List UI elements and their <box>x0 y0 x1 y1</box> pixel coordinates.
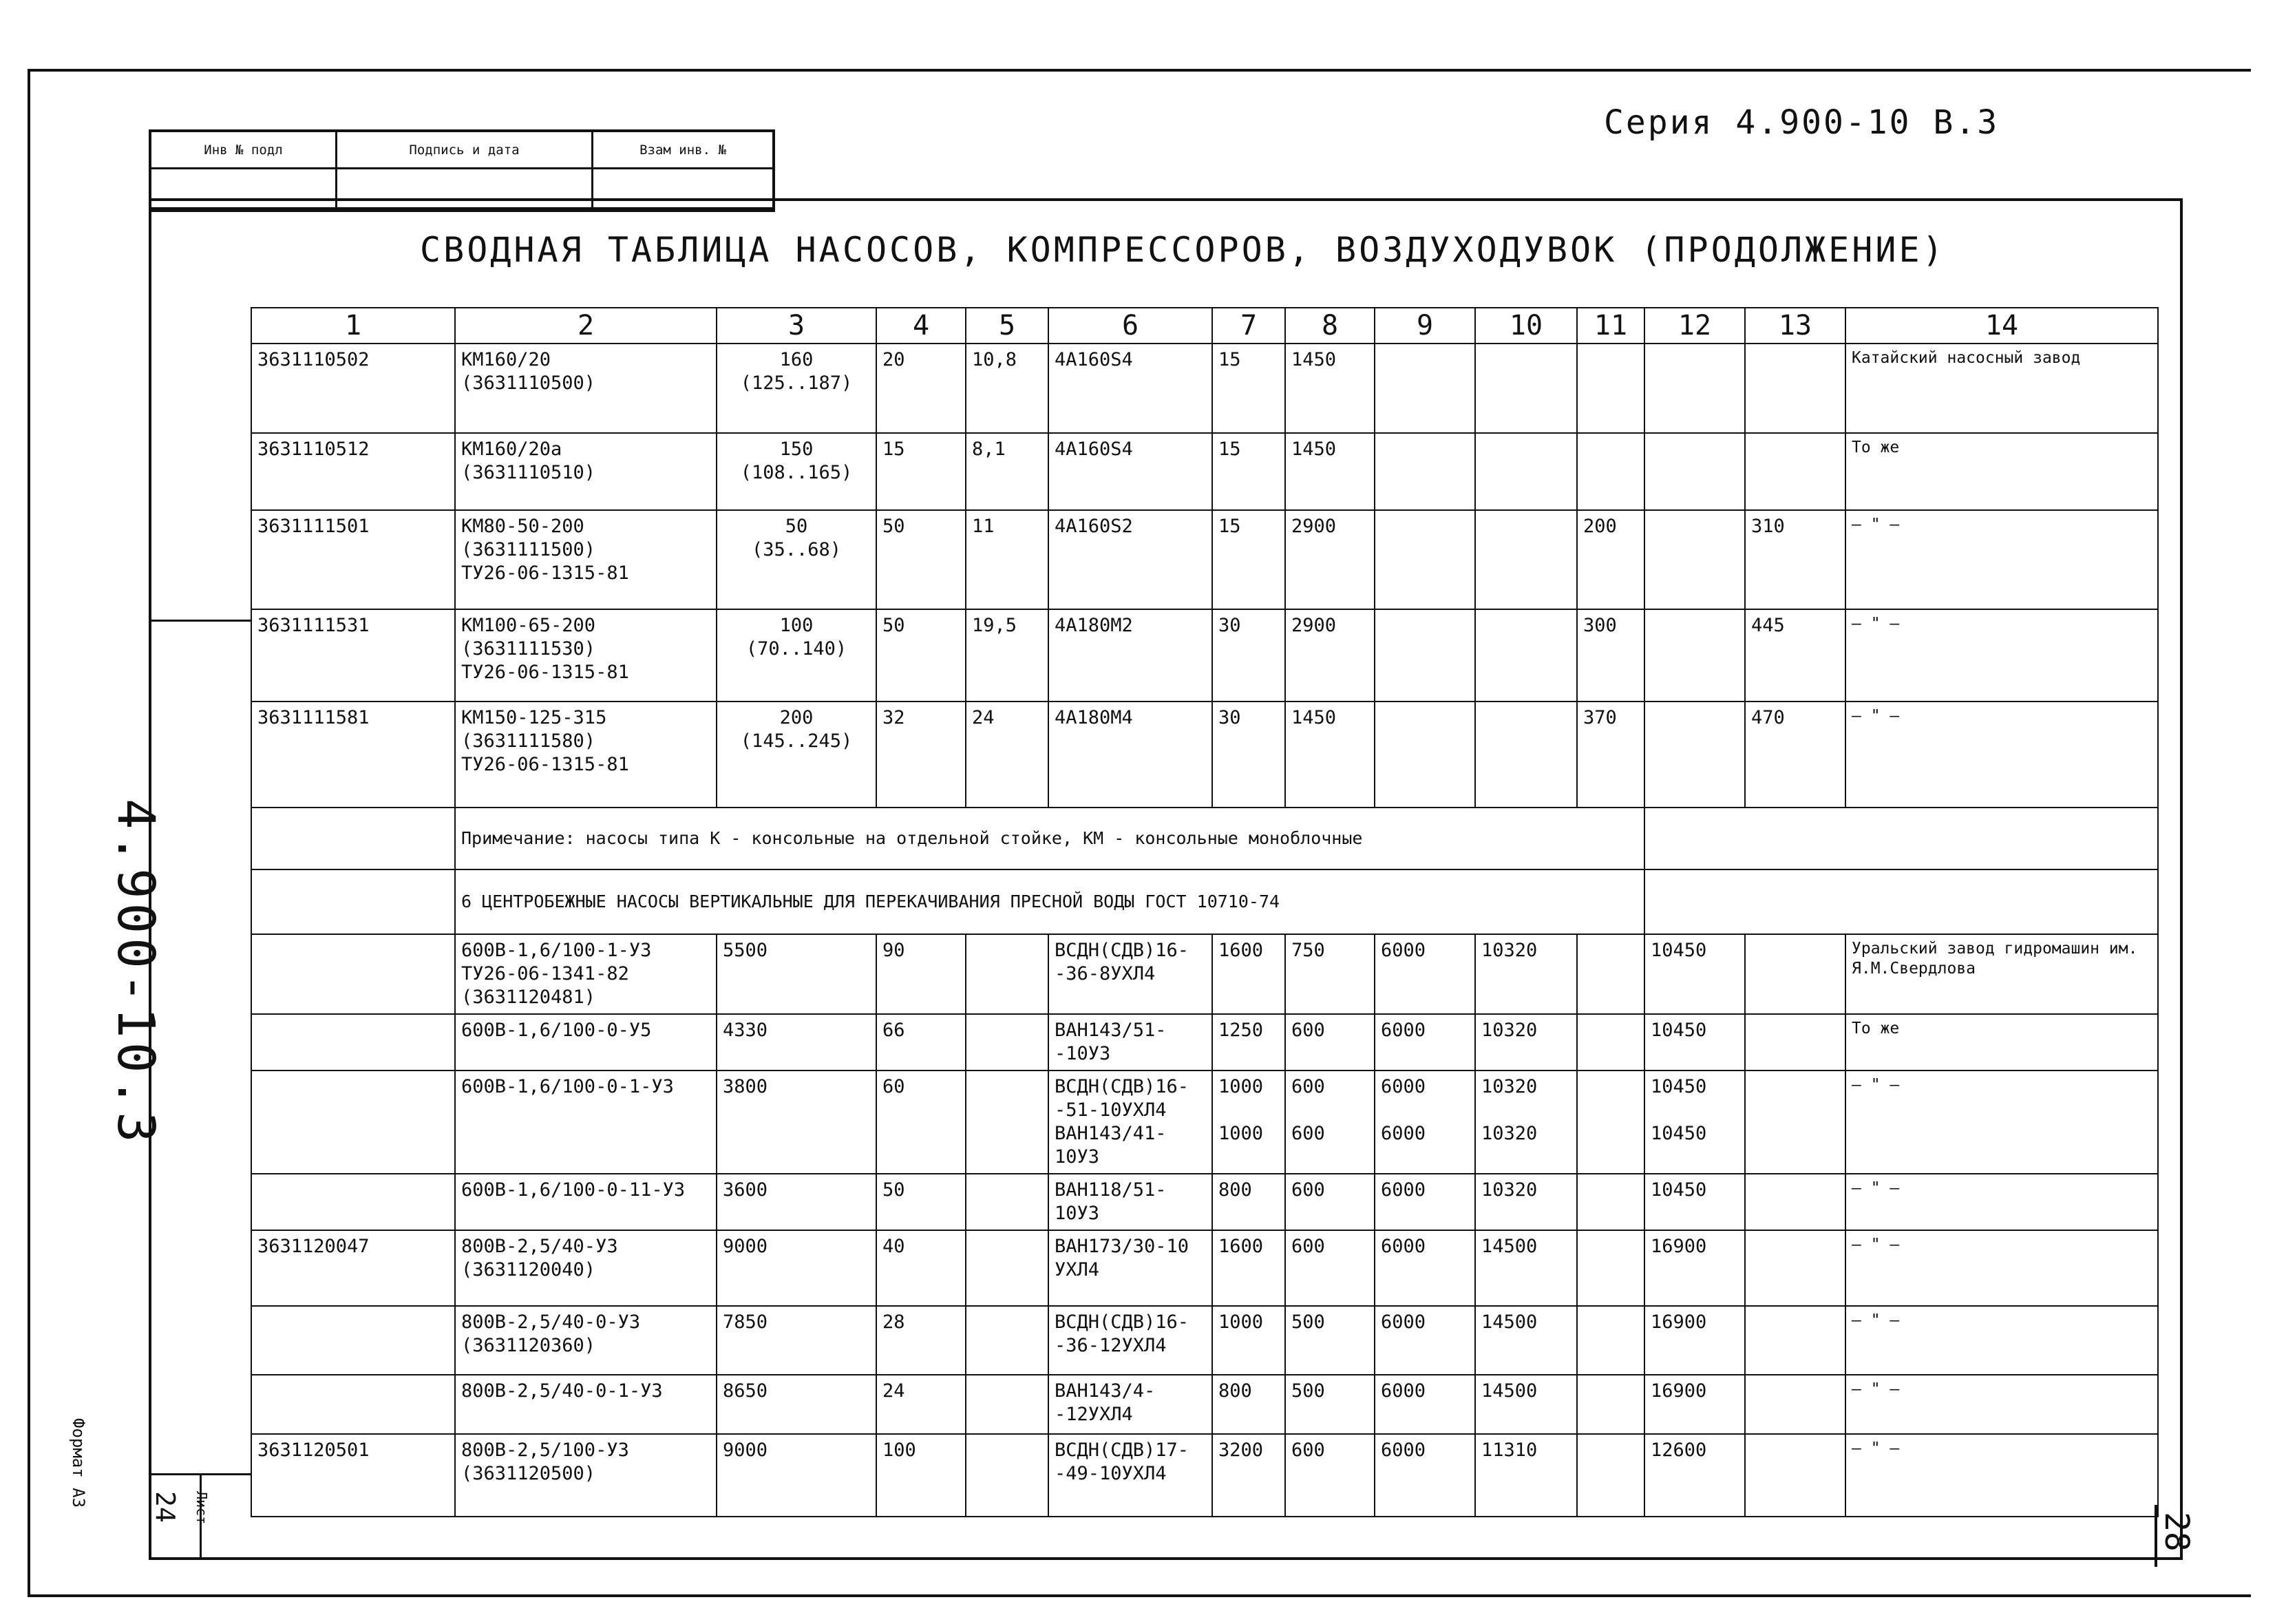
table-cell: 4330 <box>717 1014 876 1071</box>
table-cell <box>1745 1375 1845 1434</box>
table-cell <box>1577 1014 1644 1071</box>
table-cell <box>1745 934 1845 1014</box>
table-cell: 300 <box>1577 609 1644 702</box>
table-cell <box>1375 702 1475 808</box>
table-cell: ВАН143/51- -10У3 <box>1048 1014 1212 1071</box>
column-header: 5 <box>966 308 1048 344</box>
stamp-replace-label: Взам инв. № <box>593 132 772 169</box>
table-cell: 4А180М2 <box>1048 609 1212 702</box>
table-cell <box>1644 702 1745 808</box>
table-cell: 3631111531 <box>251 609 455 702</box>
table-cell <box>1644 433 1745 510</box>
table-cell <box>1644 808 2158 869</box>
table-cell: 600 600 <box>1285 1071 1375 1174</box>
table-cell: 15 <box>876 433 966 510</box>
table-cell: 600 <box>1285 1174 1375 1230</box>
table-cell: ВСДН(СДВ)16- -51-10УХЛ4 ВАН143/41- 10У3 <box>1048 1071 1212 1174</box>
table-cell <box>251 869 455 934</box>
table-cell: 6000 <box>1375 1306 1475 1375</box>
section-heading-row <box>251 869 2158 934</box>
table-cell: КМ160/20 (3631110500) <box>455 344 717 433</box>
table-cell: 6000 <box>1375 1230 1475 1306</box>
table-cell: 10450 10450 <box>1644 1071 1745 1174</box>
note-row <box>251 808 2158 869</box>
table-cell: 6000 <box>1375 1375 1475 1434</box>
table-cell <box>966 1375 1048 1434</box>
table-cell: 200 <box>1577 510 1644 609</box>
table-cell: — " — <box>1845 609 2158 702</box>
table-cell: 12600 <box>1644 1434 1745 1517</box>
table-cell <box>1745 1071 1845 1174</box>
table-cell: 160 (125..187) <box>717 344 876 433</box>
table-cell: 150 (108..165) <box>717 433 876 510</box>
stamp-inv-label: Инв № подл <box>151 132 337 169</box>
table-cell: 800В-2,5/40-0-У3 (3631120360) <box>455 1306 717 1375</box>
table-cell <box>1475 344 1577 433</box>
table-cell: 16900 <box>1644 1230 1745 1306</box>
table-cell: ВСДН(СДВ)16- -36-12УХЛ4 <box>1048 1306 1212 1375</box>
table-cell: 3631120501 <box>251 1434 455 1517</box>
table-cell: Катайский насосный завод <box>1845 344 2158 433</box>
table-cell <box>1375 344 1475 433</box>
table-cell: — " — <box>1845 702 2158 808</box>
table-cell: 6000 <box>1375 1434 1475 1517</box>
table-cell: 600В-1,6/100-1-У3 ТУ26-06-1341-82 (3631120481) <box>455 934 717 1014</box>
table-cell: — " — <box>1845 1434 2158 1517</box>
table-cell: 14500 <box>1475 1230 1577 1306</box>
table-cell: 370 <box>1577 702 1644 808</box>
table-cell: — " — <box>1845 1071 2158 1174</box>
table-cell: 3200 <box>1212 1434 1285 1517</box>
table-cell <box>1577 934 1644 1014</box>
table-cell: 100 <box>876 1434 966 1517</box>
table-cell: 10320 10320 <box>1475 1071 1577 1174</box>
series-code: Серия 4.900-10 В.3 <box>1604 103 2000 142</box>
table-cell <box>1745 433 1845 510</box>
sheet-number: 24 <box>150 1491 180 1523</box>
table-cell: То же <box>1845 433 2158 510</box>
stamp-cell <box>151 169 337 209</box>
table-cell: 4А160S4 <box>1048 433 1212 510</box>
table-cell: Уральский завод гидромашин им. Я.М.Свердлова <box>1845 934 2158 1014</box>
table-row <box>251 1434 2158 1517</box>
table-cell <box>1644 869 2158 934</box>
table-cell <box>1745 1434 1845 1517</box>
table-cell: 14500 <box>1475 1375 1577 1434</box>
table-cell: 19,5 <box>966 609 1048 702</box>
table-cell: 50 (35..68) <box>717 510 876 609</box>
table-row <box>251 1375 2158 1434</box>
table-cell: 50 <box>876 1174 966 1230</box>
column-header: 7 <box>1212 308 1285 344</box>
table-cell: 40 <box>876 1230 966 1306</box>
table-cell: КМ100-65-200 (3631111530) ТУ26-06-1315-81 <box>455 609 717 702</box>
table-cell: 16900 <box>1644 1306 1745 1375</box>
table-cell: 24 <box>876 1375 966 1434</box>
table-row <box>251 609 2158 702</box>
table-row <box>251 1014 2158 1071</box>
table-cell <box>1745 1174 1845 1230</box>
table-cell: 7850 <box>717 1306 876 1375</box>
table-cell: 50 <box>876 609 966 702</box>
table-row <box>251 1230 2158 1306</box>
table-cell <box>1475 702 1577 808</box>
table-cell <box>1577 433 1644 510</box>
table-cell <box>1577 1071 1644 1174</box>
table-cell: 1600 <box>1212 934 1285 1014</box>
table-cell: 800 <box>1212 1375 1285 1434</box>
column-header: 4 <box>876 308 966 344</box>
table-cell <box>966 1306 1048 1375</box>
table-cell: 11 <box>966 510 1048 609</box>
table-cell <box>966 1434 1048 1517</box>
table-cell: 310 <box>1745 510 1845 609</box>
table-cell: 800В-2,5/40-У3 (3631120040) <box>455 1230 717 1306</box>
table-cell: 1450 <box>1285 344 1375 433</box>
table-cell <box>251 808 455 869</box>
table-cell: 15 <box>1212 344 1285 433</box>
table-cell: 6000 <box>1375 934 1475 1014</box>
table-cell: 28 <box>876 1306 966 1375</box>
table-cell: 2900 <box>1285 609 1375 702</box>
table-cell <box>1577 1174 1644 1230</box>
column-header: 3 <box>717 308 876 344</box>
table-cell: — " — <box>1845 1174 2158 1230</box>
column-header: 2 <box>455 308 717 344</box>
table-cell <box>251 1071 455 1174</box>
table-cell <box>1577 344 1644 433</box>
table-cell: — " — <box>1845 1230 2158 1306</box>
table-cell: ВСДН(СДВ)17- -49-10УХЛ4 <box>1048 1434 1212 1517</box>
table-cell <box>1745 1230 1845 1306</box>
table-cell: КМ160/20а (3631110510) <box>455 433 717 510</box>
table-cell: 500 <box>1285 1375 1375 1434</box>
table-cell: 1600 <box>1212 1230 1285 1306</box>
table-cell: 800 <box>1212 1174 1285 1230</box>
table-cell <box>251 934 455 1014</box>
table-cell: 1250 <box>1212 1014 1285 1071</box>
table-cell: — " — <box>1845 1375 2158 1434</box>
margin-line <box>149 1473 251 1475</box>
stamp-sign-label: Подпись и дата <box>337 132 593 169</box>
table-cell: 2900 <box>1285 510 1375 609</box>
table-cell: 15 <box>1212 510 1285 609</box>
table-cell <box>1577 1375 1644 1434</box>
table-cell: 9000 <box>717 1230 876 1306</box>
table-cell: 30 <box>1212 609 1285 702</box>
column-header: 10 <box>1475 308 1577 344</box>
table-cell: 600 <box>1285 1230 1375 1306</box>
table-cell <box>251 1174 455 1230</box>
table-cell: 50 <box>876 510 966 609</box>
table-cell: 10,8 <box>966 344 1048 433</box>
column-header: 12 <box>1644 308 1745 344</box>
sheet-label: Лист <box>193 1491 210 1525</box>
table-cell: 470 <box>1745 702 1845 808</box>
table-cell <box>1375 510 1475 609</box>
table-cell: 6000 <box>1375 1174 1475 1230</box>
table-cell: 4А160S2 <box>1048 510 1212 609</box>
table-cell: 8650 <box>717 1375 876 1434</box>
column-header: 9 <box>1375 308 1475 344</box>
column-header: 8 <box>1285 308 1375 344</box>
column-header: 14 <box>1845 308 2158 344</box>
page-number: 28 <box>2157 1512 2196 1552</box>
table-cell: 750 <box>1285 934 1375 1014</box>
table-cell: 3631110512 <box>251 433 455 510</box>
column-header: 6 <box>1048 308 1212 344</box>
table-cell: ВАН118/51- 10У3 <box>1048 1174 1212 1230</box>
table-cell <box>1745 1014 1845 1071</box>
table-cell: 15 <box>1212 433 1285 510</box>
table-row <box>251 1306 2158 1375</box>
table-row <box>251 1071 2158 1174</box>
table-cell: 500 <box>1285 1306 1375 1375</box>
table-row <box>251 702 2158 808</box>
table-cell: 600В-1,6/100-0-11-У3 <box>455 1174 717 1230</box>
table-cell <box>1475 609 1577 702</box>
table-cell: КМ80-50-200 (3631111500) ТУ26-06-1315-81 <box>455 510 717 609</box>
table-cell <box>1577 1230 1644 1306</box>
table-cell: 6000 <box>1375 1014 1475 1071</box>
table-cell: ВАН143/4- -12УХЛ4 <box>1048 1375 1212 1434</box>
table-row <box>251 934 2158 1014</box>
table-cell: 90 <box>876 934 966 1014</box>
approval-stamp <box>149 129 775 212</box>
table-cell <box>1745 1306 1845 1375</box>
table-cell: 600В-1,6/100-0-У5 <box>455 1014 717 1071</box>
table-cell: 4А180М4 <box>1048 702 1212 808</box>
table-cell: 1450 <box>1285 702 1375 808</box>
table-cell: ВСДН(СДВ)16- -36-8УХЛ4 <box>1048 934 1212 1014</box>
table-cell: 1000 <box>1212 1306 1285 1375</box>
table-cell: 20 <box>876 344 966 433</box>
table-cell <box>1745 344 1845 433</box>
table-cell <box>251 1375 455 1434</box>
table-cell: 10450 <box>1644 1174 1745 1230</box>
table-cell: 8,1 <box>966 433 1048 510</box>
table-cell: 5500 <box>717 934 876 1014</box>
table-cell: 600 <box>1285 1014 1375 1071</box>
table-cell: 9000 <box>717 1434 876 1517</box>
table-cell <box>251 1306 455 1375</box>
table-cell: 32 <box>876 702 966 808</box>
table-cell: 3631111581 <box>251 702 455 808</box>
table-cell: 4А160S4 <box>1048 344 1212 433</box>
table-cell: 3800 <box>717 1071 876 1174</box>
table-cell: 1000 1000 <box>1212 1071 1285 1174</box>
table-cell: КМ150-125-315 (3631111580) ТУ26-06-1315-81 <box>455 702 717 808</box>
table-cell: 11310 <box>1475 1434 1577 1517</box>
table-cell: 3631120047 <box>251 1230 455 1306</box>
section-heading: 6 ЦЕНТРОБЕЖНЫЕ НАСОСЫ ВЕРТИКАЛЬНЫЕ ДЛЯ ПЕРЕКАЧИВАНИЯ ПРЕСНОЙ ВОДЫ ГОСТ 10710-74 <box>455 869 1644 934</box>
table-cell <box>1644 344 1745 433</box>
table-cell: 10450 <box>1644 934 1745 1014</box>
table-row <box>251 510 2158 609</box>
table-cell: 14500 <box>1475 1306 1577 1375</box>
table-cell: 16900 <box>1644 1375 1745 1434</box>
table-cell: — " — <box>1845 510 2158 609</box>
table-cell <box>966 1174 1048 1230</box>
table-cell: 1450 <box>1285 433 1375 510</box>
table-cell <box>1644 510 1745 609</box>
table-cell: 10320 <box>1475 1174 1577 1230</box>
table-cell: То же <box>1845 1014 2158 1071</box>
note: Примечание: насосы типа К - консольные на отдельной стойке, КМ - консольные моноблочные <box>455 808 1644 869</box>
table-cell <box>966 1230 1048 1306</box>
table-cell: 3600 <box>717 1174 876 1230</box>
side-document-code: 4.900-10.3 <box>106 799 165 1147</box>
table-cell: 600В-1,6/100-0-1-У3 <box>455 1071 717 1174</box>
page-title: СВОДНАЯ ТАБЛИЦА НАСОСОВ, КОМПРЕССОРОВ, ВОЗДУХОДУВОК (ПРОДОЛЖЕНИЕ) <box>420 230 1946 270</box>
table-cell: 66 <box>876 1014 966 1071</box>
column-header: 1 <box>251 308 455 344</box>
format-label: Формат А3 <box>69 1418 88 1508</box>
table-row <box>251 433 2158 510</box>
table-cell: 6000 6000 <box>1375 1071 1475 1174</box>
table-cell <box>1577 1434 1644 1517</box>
table-cell: 24 <box>966 702 1048 808</box>
table-cell: 800В-2,5/40-0-1-У3 <box>455 1375 717 1434</box>
column-header: 11 <box>1577 308 1644 344</box>
table-cell: 10450 <box>1644 1014 1745 1071</box>
table-cell: 3631110502 <box>251 344 455 433</box>
header-row <box>251 308 2158 344</box>
table-cell <box>966 1014 1048 1071</box>
table-cell: 200 (145..245) <box>717 702 876 808</box>
table-cell: — " — <box>1845 1306 2158 1375</box>
table-cell <box>251 1014 455 1071</box>
table-cell: 10320 <box>1475 1014 1577 1071</box>
table-cell: 3631111501 <box>251 510 455 609</box>
table-cell: 60 <box>876 1071 966 1174</box>
summary-table <box>251 307 2159 1517</box>
table-cell <box>1375 609 1475 702</box>
column-header: 13 <box>1745 308 1845 344</box>
table-cell: 445 <box>1745 609 1845 702</box>
table-cell: 100 (70..140) <box>717 609 876 702</box>
margin-line <box>149 620 251 622</box>
table-row <box>251 344 2158 433</box>
table-cell: 10320 <box>1475 934 1577 1014</box>
table-cell <box>966 934 1048 1014</box>
table-cell <box>1475 433 1577 510</box>
table-cell <box>966 1071 1048 1174</box>
table-cell <box>1475 510 1577 609</box>
table-cell: ВАН173/30-10 УХЛ4 <box>1048 1230 1212 1306</box>
table-cell <box>1577 1306 1644 1375</box>
stamp-cell <box>337 169 593 209</box>
table-row <box>251 1174 2158 1230</box>
table-cell <box>1644 609 1745 702</box>
table-cell: 600 <box>1285 1434 1375 1517</box>
stamp-cell <box>593 169 772 209</box>
table-cell: 800В-2,5/100-У3 (3631120500) <box>455 1434 717 1517</box>
table-cell: 30 <box>1212 702 1285 808</box>
table-cell <box>1375 433 1475 510</box>
